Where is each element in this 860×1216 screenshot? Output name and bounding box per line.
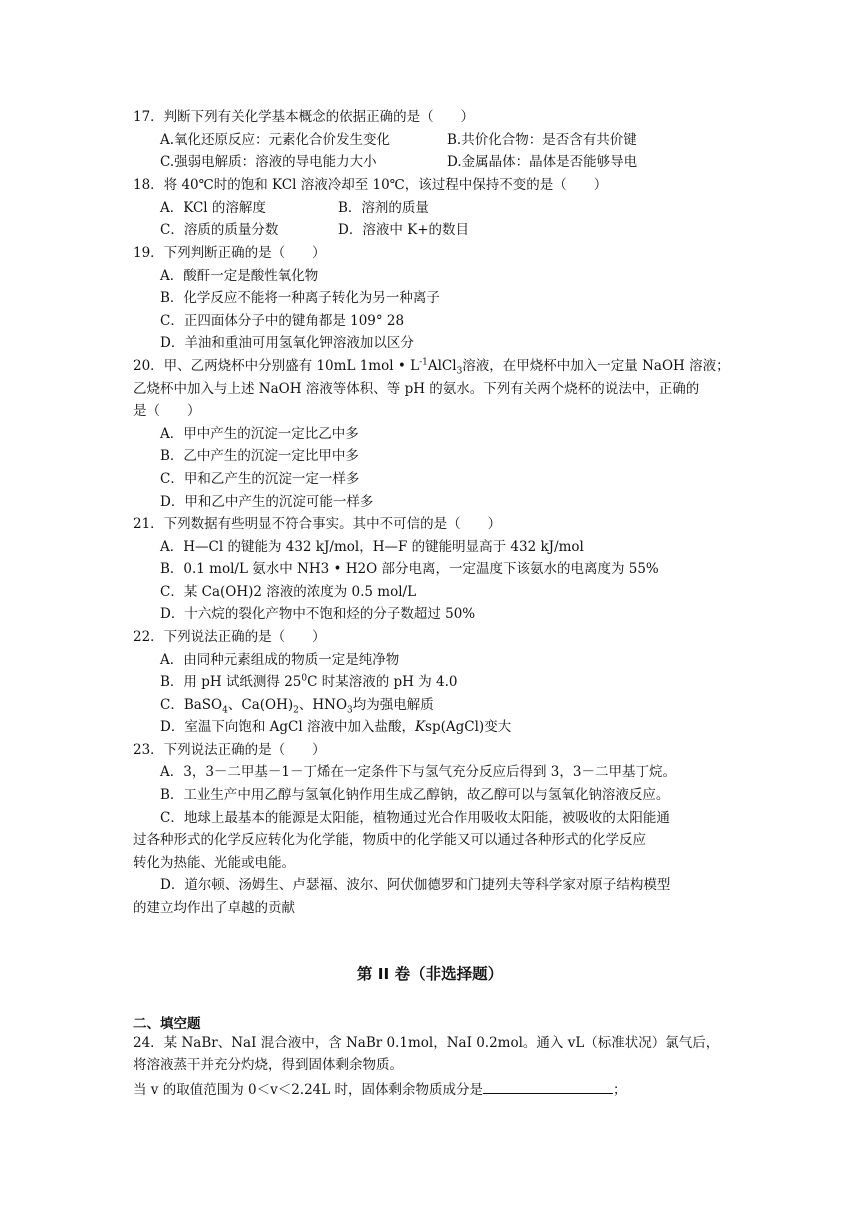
q22-c-part3: 、HNO xyxy=(298,697,348,713)
q22-d-pre: D．室温下向饱和 AgCl 溶液中加入盐酸， xyxy=(160,719,415,735)
q19-option-d: D．羊油和重油可用氢氧化钾溶液加以区分 xyxy=(160,335,414,351)
q23-option-c-line2: 过各种形式的化学反应转化为化学能，物质中的化学能又可以通过各种形式的化学反应 xyxy=(133,832,646,848)
q17-option-d: D.金属晶体：晶体是否能够导电 xyxy=(447,154,638,170)
q18-stem: 18．将 40℃时的饱和 KCl 溶液冷却至 10℃，该过程中保持不变的是（ ） xyxy=(133,177,608,193)
q17-option-b: B.共价化合物：是否含有共价键 xyxy=(447,132,637,148)
q22-option-b xyxy=(160,673,458,691)
q24-line3 xyxy=(133,1080,627,1099)
q22-d-post: sp(AgCl)变大 xyxy=(425,719,512,735)
q20-option-d: D．甲和乙中产生的沉淀可能一样多 xyxy=(160,494,374,510)
q21-option-b: B．0.1 mol/L 氨水中 NH3 • H2O 部分电离，一定温度下该氨水的电离度为 55% xyxy=(160,561,659,577)
q20-option-b: B．乙中产生的沉淀一定比甲中多 xyxy=(160,448,359,464)
q17-option-a: A.氧化还原反应：元素化合价发生变化 xyxy=(160,132,391,148)
q22-option-c xyxy=(160,696,434,714)
q23-option-d-line2: 的建立均作出了卓越的贡献 xyxy=(133,900,295,916)
q24-line3-text: 当 v 的取值范围为 0＜v＜2.24L 时，固体剩余物质成分是 xyxy=(133,1082,484,1098)
q24-line2: 将溶液蒸干并充分灼烧，得到固体剩余物质。 xyxy=(133,1057,403,1073)
q18-option-b: B．溶剂的质量 xyxy=(338,200,429,216)
q20-formula: AlCl xyxy=(427,358,457,374)
q23-option-c-line1: C．地球上最基本的能源是太阳能，植物通过光合作用吸收太阳能，被吸收的太阳能通 xyxy=(160,810,670,826)
q22-c-part1: C．BaSO xyxy=(160,697,223,713)
q22-c-part2: 、Ca(OH) xyxy=(227,697,294,713)
q24-line1: 24．某 NaBr、NaI 混合液中，含 NaBr 0.1mol，NaI 0.2mol。通入 vL（标准状况）氯气后， xyxy=(133,1035,720,1051)
q22-c-sub2: 2 xyxy=(293,705,299,716)
q17-option-c: C.强弱电解质：溶液的导电能力大小 xyxy=(160,154,377,170)
q20-stem-pre: 20．甲、乙两烧杯中分别盛有 10mL 1mol • L xyxy=(133,358,420,374)
q20-stem-post: 溶液，在甲烧杯中加入一定量 NaOH 溶液； xyxy=(462,358,730,374)
q22-option-a: A．由同种元素组成的物质一定是纯净物 xyxy=(160,652,400,668)
q23-option-a: A．3，3－二甲基－1－丁烯在一定条件下与氢气充分反应后得到 3，3－二甲基丁烷。 xyxy=(160,764,676,780)
q19-option-c: C．正四面体分子中的键角都是 109° 28 xyxy=(160,313,405,329)
q20-stem-line3: 是（ ） xyxy=(133,403,201,419)
q22-c-sub3: 3 xyxy=(347,705,353,716)
q21-option-c: C．某 Ca(OH)2 溶液的浓度为 0.5 mol/L xyxy=(160,584,417,600)
q22-c-sub1: 4 xyxy=(222,705,228,716)
q20-superscript: -1 xyxy=(419,357,428,368)
section-title: 二、填空题 xyxy=(133,1016,201,1032)
part2-title: 第 II 卷（非选择题） xyxy=(356,965,504,983)
q18-option-a: A．KCl 的溶解度 xyxy=(160,200,266,216)
q22-option-d xyxy=(160,718,511,736)
q22-b-pre: B．用 pH 试纸测得 25 xyxy=(160,674,302,690)
q23-stem: 23．下列说法正确的是（ ） xyxy=(133,742,326,758)
q24-line3-end: ； xyxy=(613,1082,627,1098)
q23-option-d-line1: D．道尔顿、汤姆生、卢瑟福、波尔、阿伏伽德罗和门捷列夫等科学家对原子结构模型 xyxy=(160,877,671,893)
q21-stem: 21．下列数据有些明显不符合事实。其中不可信的是（ ） xyxy=(133,516,502,532)
q17-stem: 17．判断下列有关化学基本概念的依据正确的是（ ） xyxy=(133,109,475,125)
q21-option-d: D．十六烷的裂化产物中不饱和烃的分子数超过 50% xyxy=(160,606,476,622)
q20-stem-line2: 乙烧杯中加入与上述 NaOH 溶液等体积、等 pH 的氨水。下列有关两个烧杯的说法中，正确的 xyxy=(133,381,700,397)
q19-option-a: A．酸酐一定是酸性氧化物 xyxy=(160,268,319,284)
q21-option-a: A．H—Cl 的键能为 432 kJ/mol，H—F 的键能明显高于 432 kJ/mol xyxy=(160,539,584,555)
q23-option-c-line3: 转化为热能、光能或电能。 xyxy=(133,855,295,871)
q20-option-a: A．甲中产生的沉淀一定比乙中多 xyxy=(160,426,359,442)
q19-option-b: B．化学反应不能将一种离子转化为另一种离子 xyxy=(160,290,440,306)
q22-stem: 22．下列说法正确的是（ ） xyxy=(133,629,326,645)
q22-c-part4: 均为强电解质 xyxy=(352,697,434,713)
q20-subscript: 3 xyxy=(456,366,463,377)
q22-d-k-italic: K xyxy=(414,719,426,735)
q19-stem: 19．下列判断正确的是（ ） xyxy=(133,245,326,261)
q20-option-c: C．甲和乙产生的沉淀一定一样多 xyxy=(160,471,360,487)
q20-stem-line1 xyxy=(133,357,730,375)
q18-option-c: C．溶质的质量分数 xyxy=(160,222,279,238)
q23-option-b: B．工业生产中用乙醇与氢氧化钠作用生成乙醇钠，故乙醇可以与氢氧化钠溶液反应。 xyxy=(160,787,670,803)
q22-b-post: C 时某溶液的 pH 为 4.0 xyxy=(307,674,458,690)
q22-b-degree: 0 xyxy=(301,673,308,684)
q18-option-d: D．溶液中 K+的数目 xyxy=(338,222,470,238)
q24-answer-blank[interactable] xyxy=(483,1080,613,1094)
